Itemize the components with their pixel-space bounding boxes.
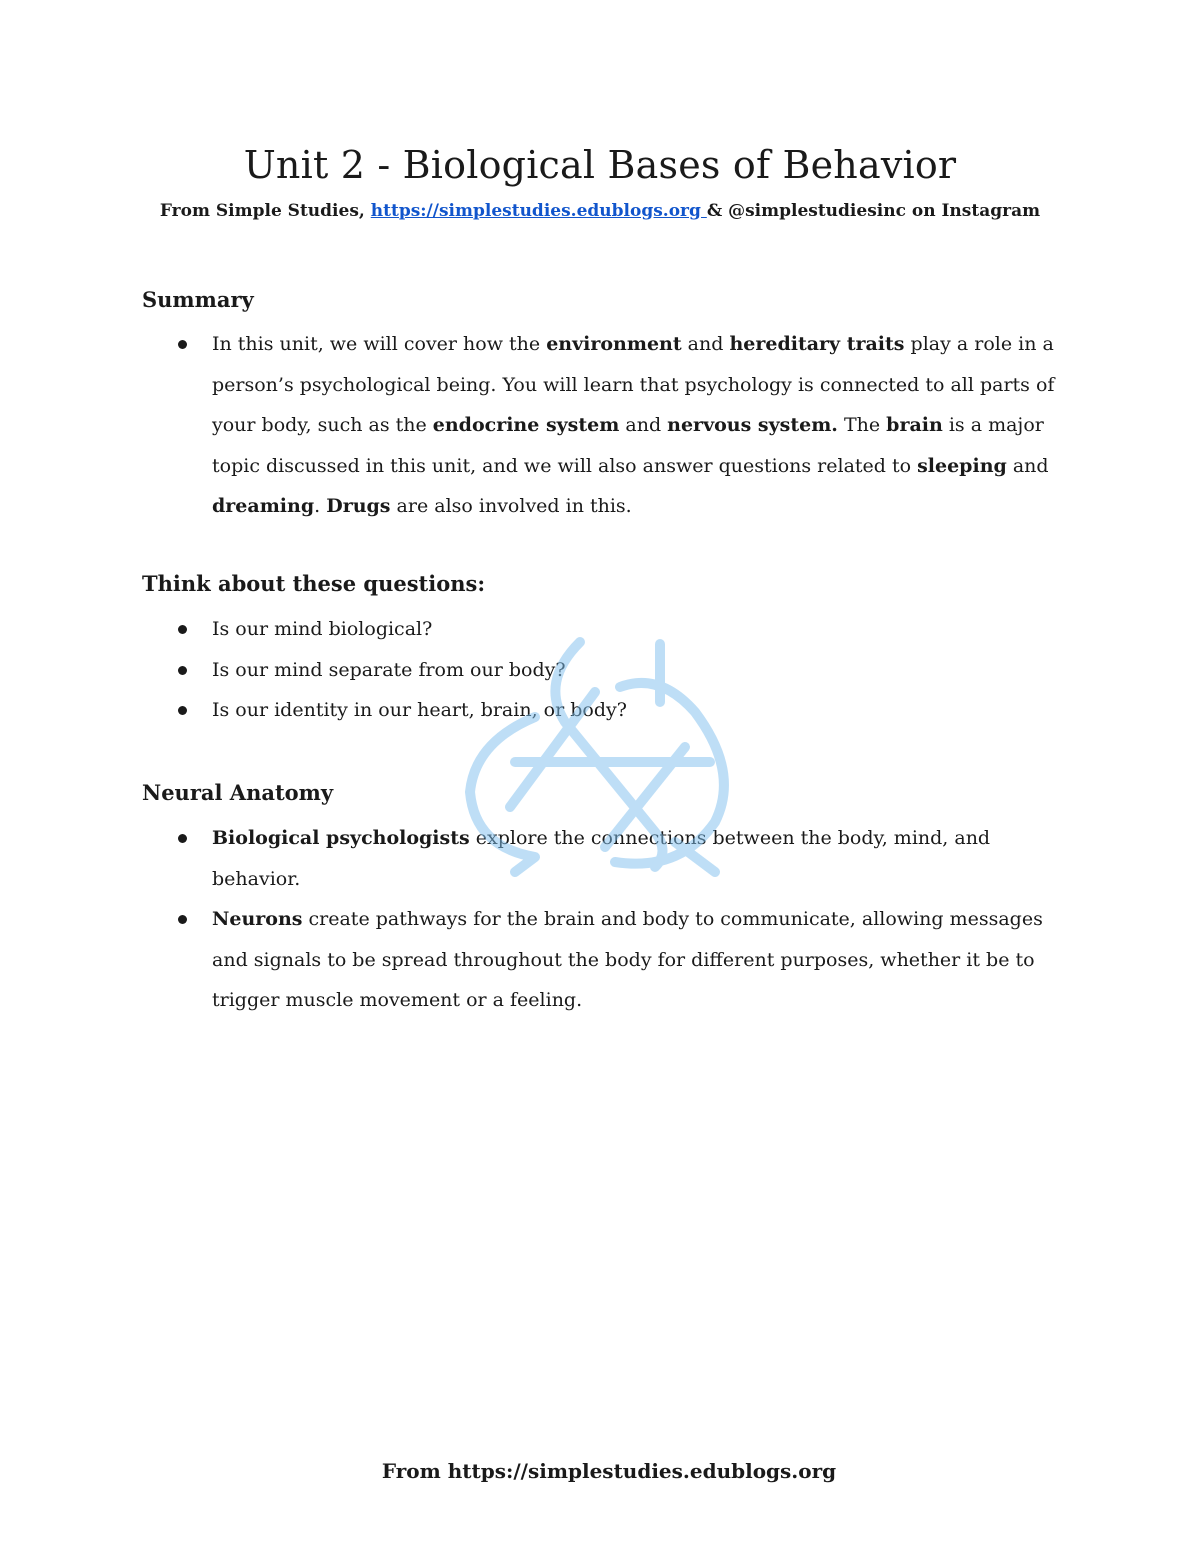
bullet-icon bbox=[178, 706, 187, 715]
questions-heading: Think about these questions: bbox=[142, 571, 486, 596]
list-item: Is our mind separate from our body? bbox=[142, 650, 1062, 691]
subtitle bbox=[0, 201, 1200, 221]
list-item: Is our identity in our heart, brain, or body? bbox=[142, 690, 1062, 731]
bullet-icon bbox=[178, 666, 187, 675]
list-item: Is our mind biological? bbox=[142, 609, 1062, 650]
bullet-icon bbox=[178, 834, 187, 843]
subtitle-prefix: From Simple Studies, bbox=[159, 201, 371, 221]
page-title: Unit 2 - Biological Bases of Behavior bbox=[243, 143, 957, 187]
footer-text: From https://simplestudies.edublogs.org bbox=[381, 1459, 837, 1483]
list-item: Neurons create pathways for the brain and body to communicate, allowing messages and signals to be spread throughout the body for different purposes, whether it be to trigger muscle movement or a feeling. bbox=[142, 899, 1062, 1021]
bullet-icon bbox=[178, 340, 187, 349]
list-item: In this unit, we will cover how the environment and hereditary traits play a role in a person’s psychological being. You will learn that psychology is connected to all parts of your body, such as the endocrine system and nervous system. The brain is a major topic discussed in this unit, and we will also answer questions related to sleeping and dreaming. Drugs are also involved in this. bbox=[142, 324, 1062, 527]
list-item: Biological psychologists explore the connections between the body, mind, and behavior. bbox=[142, 818, 1062, 899]
summary-heading: Summary bbox=[142, 287, 254, 312]
subtitle-suffix: & @simplestudiesinc on Instagram bbox=[706, 201, 1041, 221]
simplestudies-link[interactable]: https://simplestudies.edublogs.org bbox=[370, 201, 707, 221]
summary-list bbox=[142, 324, 1062, 527]
simple-studies-logo-icon bbox=[455, 632, 745, 882]
bullet-icon bbox=[178, 625, 187, 634]
neural-heading: Neural Anatomy bbox=[142, 780, 334, 805]
bullet-icon bbox=[178, 915, 187, 924]
